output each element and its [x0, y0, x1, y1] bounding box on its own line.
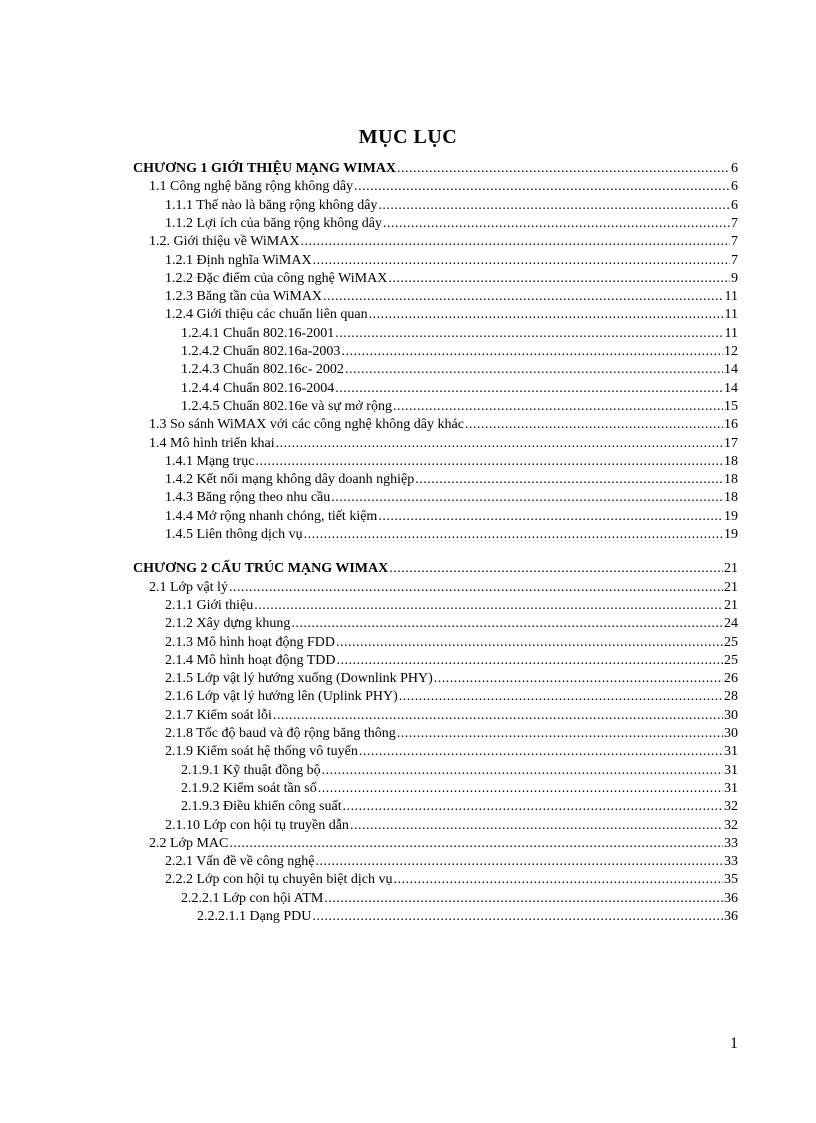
toc-leader-dots	[313, 252, 730, 270]
toc-leader-dots	[359, 743, 723, 761]
toc-chapter[interactable]	[133, 160, 738, 178]
toc-leader-dots	[312, 908, 723, 926]
toc-entry-page: 35	[724, 872, 738, 888]
toc-leader-dots	[324, 890, 723, 908]
toc-entry[interactable]	[165, 634, 738, 652]
toc-leader-dots	[335, 325, 723, 343]
toc-entry-page: 32	[724, 799, 738, 815]
toc-entry-page: 31	[724, 744, 738, 760]
toc-entry[interactable]	[165, 508, 738, 526]
toc-leader-dots	[378, 197, 730, 215]
toc-entry[interactable]	[165, 526, 738, 544]
toc-entry-title: 2.1.9.1 Kỹ thuật đồng bộ	[181, 762, 321, 778]
toc-entry-title: 1.2.3 Băng tần của WiMAX	[165, 289, 323, 305]
toc-entry-title: CHƯƠNG 2 CẤU TRÚC MẠNG WIMAX	[133, 561, 389, 577]
toc-entry[interactable]	[165, 270, 738, 288]
toc-entry[interactable]	[165, 652, 738, 670]
toc-entry-title: 2.2.1 Vấn đề về công nghệ	[165, 854, 315, 870]
toc-entry[interactable]	[165, 453, 738, 471]
toc-leader-dots	[350, 817, 723, 835]
toc-leader-dots	[369, 306, 724, 324]
toc-chapter[interactable]	[133, 560, 738, 578]
toc-entry-page: 11	[724, 325, 738, 341]
toc-entry-page: 25	[724, 634, 738, 650]
toc-leader-dots	[318, 780, 723, 798]
toc-entry-page: 32	[724, 817, 738, 833]
toc-entry-title: 2.2 Lớp MAC	[149, 835, 229, 851]
toc-entry[interactable]	[165, 252, 738, 270]
toc-entry-title: 2.1.8 Tốc độ baud và độ rộng băng thông	[165, 726, 396, 741]
toc-entry-title: 2.1.4 Mô hình hoạt động TDD	[165, 652, 336, 668]
toc-leader-dots	[335, 380, 723, 398]
toc-entry-title: 2.1.9.3 Điều khiển công suất	[181, 799, 342, 815]
toc-entry-title: 2.1.6 Lớp vật lý hướng lên (Uplink PHY)	[165, 689, 398, 705]
toc-entry-page: 7	[731, 215, 738, 231]
toc-leader-dots	[341, 343, 723, 361]
toc-entry-title: 1.2.4 Giới thiệu các chuẩn liên quan	[165, 307, 368, 323]
toc-entry[interactable]	[165, 197, 738, 215]
toc-entry-title: 1.4.3 Băng rộng theo nhu cầu	[165, 490, 331, 506]
toc-entry-page: 15	[724, 398, 738, 414]
toc-entry-title: 1.1 Công nghệ băng rộng không dây	[149, 179, 354, 195]
toc-leader-dots	[229, 835, 723, 853]
toc-entry-page: 18	[724, 472, 738, 488]
toc-entry-page: 18	[724, 453, 738, 469]
toc-entry-page: 30	[724, 726, 738, 741]
toc-entry-title: 1.1.1 Thế nào là băng rộng không dây	[165, 197, 378, 213]
toc-leader-dots	[378, 508, 723, 526]
toc-entry-page: 25	[724, 652, 738, 668]
toc-entry-page: 33	[724, 854, 738, 870]
toc-entry-page: 12	[724, 344, 738, 359]
toc-entry-page: 26	[724, 671, 738, 687]
toc-leader-dots	[276, 435, 723, 453]
toc-entry-page: 6	[731, 161, 738, 176]
toc-entry[interactable]	[181, 343, 738, 361]
toc-entry-page: 19	[724, 508, 738, 524]
toc-entry[interactable]	[165, 597, 738, 615]
toc-leader-dots	[434, 670, 723, 688]
toc-leader-dots	[388, 270, 730, 288]
toc-entry-page: 11	[724, 307, 738, 323]
toc-entry-page: 21	[724, 579, 738, 595]
toc-entry[interactable]	[165, 471, 738, 489]
toc-entry-page: 33	[724, 835, 738, 851]
toc-entry-page: 28	[724, 689, 738, 705]
toc-entry[interactable]	[149, 178, 738, 196]
toc-leader-dots	[336, 634, 723, 652]
page-number: 1	[730, 1035, 738, 1052]
toc-entry[interactable]	[149, 435, 738, 453]
toc-leader-dots	[415, 471, 723, 489]
toc-leader-dots	[393, 398, 723, 416]
toc-entry-title: 2.1.1 Giới thiệu	[165, 597, 254, 613]
toc-leader-dots	[399, 688, 723, 706]
toc-leader-dots	[291, 615, 723, 633]
toc-entry-page: 21	[724, 597, 738, 613]
toc-leader-dots	[393, 871, 723, 889]
toc-entry-page: 31	[724, 762, 738, 778]
toc-entry-title: 1.2.2 Đặc điểm của công nghệ WiMAX	[165, 270, 388, 286]
toc-entry-page: 14	[724, 362, 738, 378]
toc-entry[interactable]	[181, 361, 738, 379]
toc-leader-dots	[383, 215, 730, 233]
toc-entry-title: 2.1.5 Lớp vật lý hướng xuống (Downlink PHY)	[165, 671, 433, 687]
toc-entry-page: 16	[724, 417, 738, 433]
toc-entry[interactable]	[165, 743, 738, 761]
toc-leader-dots	[397, 160, 730, 178]
toc-leader-dots	[315, 853, 723, 871]
toc-entry-title: 1.2.4.1 Chuẩn 802.16-2001	[181, 325, 335, 341]
toc-entry-page: 31	[724, 780, 738, 796]
toc-entry-title: 1.2.4.4 Chuẩn 802.16-2004	[181, 380, 335, 396]
toc-entry-title: 1.2.4.2 Chuẩn 802.16a-2003	[181, 344, 341, 359]
toc-entry-title: 2.2.2.1 Lớp con hội ATM	[181, 890, 324, 906]
toc-entry[interactable]	[181, 798, 738, 816]
toc-entry-title: 1.4.5 Liên thông dịch vụ	[165, 527, 303, 542]
toc-entry-page: 18	[724, 490, 738, 506]
toc-entry[interactable]	[181, 762, 738, 780]
toc-entry[interactable]	[197, 908, 738, 926]
toc-entry-page: 6	[731, 197, 738, 213]
toc-leader-dots	[255, 453, 723, 471]
toc-entry-title: 2.1.2 Xây dựng khung	[165, 616, 291, 632]
toc-entry[interactable]	[149, 233, 738, 251]
toc-leader-dots	[336, 652, 723, 670]
toc-entry[interactable]	[181, 380, 738, 398]
toc-leader-dots	[465, 416, 723, 434]
toc-entry-page: 36	[724, 890, 738, 906]
toc-entry[interactable]	[149, 835, 738, 853]
toc-entry-title: 2.1.9 Kiểm soát hệ thống vô tuyến	[165, 744, 358, 760]
toc-entry-title: 1.2.4.5 Chuẩn 802.16e và sự mở rộng	[181, 398, 392, 414]
toc-leader-dots	[304, 526, 723, 544]
toc-entry-title: 1.4.4 Mở rộng nhanh chóng, tiết kiệm	[165, 508, 378, 524]
toc-entry[interactable]	[165, 306, 738, 324]
toc-entry-page: 36	[724, 909, 738, 924]
toc-entry-title: 1.4.1 Mạng trục	[165, 453, 255, 469]
toc-leader-dots	[343, 798, 723, 816]
toc-entry[interactable]	[165, 817, 738, 835]
toc-entry[interactable]	[165, 489, 738, 507]
toc-entry[interactable]	[149, 579, 738, 597]
toc-leader-dots	[323, 288, 723, 306]
toc-entry-title: 2.2.2 Lớp con hội tụ chuyên biệt dịch vụ	[165, 872, 393, 888]
toc-entry[interactable]	[165, 853, 738, 871]
toc-leader-dots	[397, 725, 723, 743]
toc-leader-dots	[300, 233, 730, 251]
toc-leader-dots	[273, 707, 723, 725]
toc-entry-title: 2.2.2.1.1 Dạng PDU	[197, 909, 312, 924]
toc-entry-page: 19	[724, 527, 738, 542]
toc-entry[interactable]	[165, 725, 738, 743]
toc-entry-title: 2.1.3 Mô hình hoạt động FDD	[165, 634, 335, 650]
toc-entry-page: 21	[724, 561, 738, 577]
toc-entry-title: 2.1 Lớp vật lý	[149, 579, 228, 595]
toc-leader-dots	[345, 361, 723, 379]
toc-entry-page: 9	[731, 270, 738, 286]
toc-entry-page: 11	[724, 289, 738, 305]
toc-leader-dots	[322, 762, 723, 780]
toc-entry-title: CHƯƠNG 1 GIỚI THIỆU MẠNG WIMAX	[133, 161, 397, 176]
toc-entry[interactable]	[165, 670, 738, 688]
toc-entry-title: 1.2.1 Định nghĩa WiMAX	[165, 252, 312, 268]
toc-entry[interactable]	[165, 871, 738, 889]
toc-entry-page: 14	[724, 380, 738, 396]
toc-entry[interactable]	[165, 615, 738, 633]
page-title: MỤC LỤC	[358, 126, 458, 148]
toc-leader-dots	[331, 489, 723, 507]
toc-leader-dots	[354, 178, 730, 196]
toc-entry-title: 1.2.4.3 Chuẩn 802.16c- 2002	[181, 362, 344, 378]
toc-entry[interactable]	[165, 688, 738, 706]
toc-leader-dots	[389, 560, 723, 578]
toc-entry[interactable]	[165, 707, 738, 725]
toc-leader-dots	[254, 597, 723, 615]
toc-entry-page: 17	[724, 435, 738, 451]
toc-entry[interactable]	[165, 215, 738, 233]
toc-entry-page: 7	[731, 252, 738, 268]
toc-entry-title: 1.4.2 Kết nối mạng không dây doanh nghiệp	[165, 472, 415, 488]
toc-entry-title: 2.1.9.2 Kiểm soát tần số	[181, 780, 317, 796]
toc-entry[interactable]	[181, 398, 738, 416]
toc-entry-title: 1.1.2 Lợi ích của băng rộng không dây	[165, 215, 382, 231]
toc-leader-dots	[229, 579, 723, 597]
toc-entry-title: 2.1.7 Kiểm soát lỗi	[165, 707, 272, 723]
toc-entry-title: 1.3 So sánh WiMAX với các công nghệ không dây khác	[149, 417, 464, 433]
toc-entry-page: 7	[731, 234, 738, 250]
toc-entry[interactable]	[181, 890, 738, 908]
toc-entry[interactable]	[181, 325, 738, 343]
toc-entry[interactable]	[165, 288, 738, 306]
toc-entry-title: 1.2. Giới thiệu về WiMAX	[149, 234, 300, 250]
toc-entry-page: 6	[731, 179, 738, 195]
toc-entry-title: 2.1.10 Lớp con hội tụ truyền dẫn	[165, 817, 349, 833]
toc-entry-page: 30	[724, 707, 738, 723]
toc-entry[interactable]	[149, 416, 738, 434]
toc-entry[interactable]	[181, 780, 738, 798]
toc-entry-page: 24	[724, 616, 738, 632]
toc-entry-title: 1.4 Mô hình triển khai	[149, 435, 275, 451]
